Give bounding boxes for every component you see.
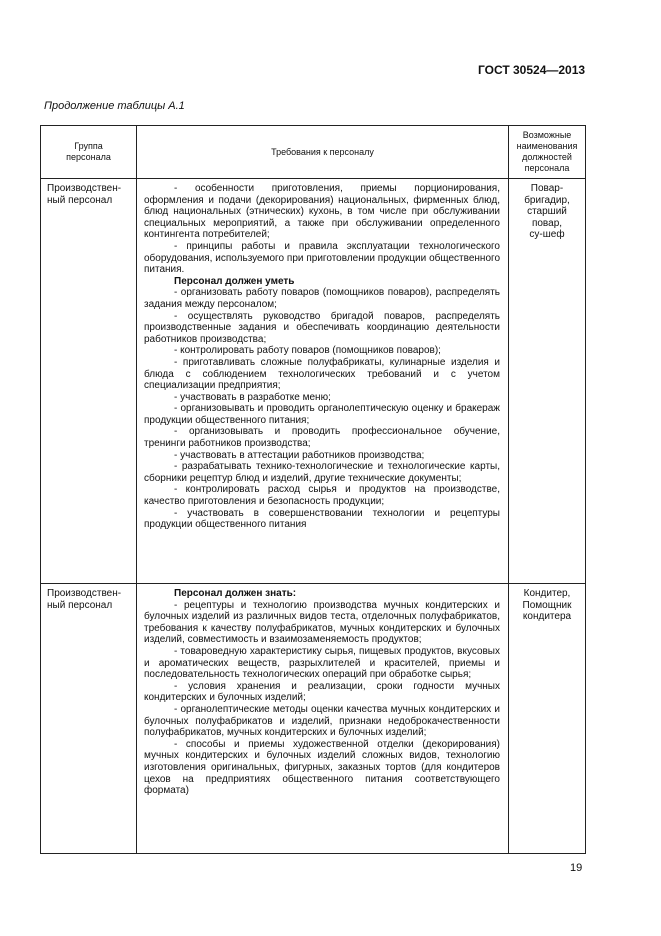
requirements-table <box>40 125 586 854</box>
requirement-item: - участвовать в разработке меню; <box>174 391 331 403</box>
section-heading: Персонал должен знать: <box>174 588 297 599</box>
table-row <box>41 179 586 584</box>
requirement-item: - условия хранения и реализации, сроки годности мучных кондитерских и булочных изделий; <box>144 680 500 704</box>
row-requirements <box>137 584 509 854</box>
requirement-item: - осуществлять руководство бригадой поваров, распределять производственные задания и обеспечивать координацию деятельности работников производства; <box>144 310 500 345</box>
requirement-item: - особенности приготовления, приемы порционирования, оформления и подачи (декорирования) национальных, фирменных блюд, блюд национальных (этнических) кухонь, в том числе при обслуживании специальных мероприятий, а также при обслуживании определенного контингента потребителей; <box>144 183 500 241</box>
table-header-row <box>41 126 586 179</box>
requirement-item: - организовывать и проводить профессиональное обучение, тренинги работников производства; <box>144 426 500 450</box>
requirement-item: - способы и приемы художественной отделки (декорирования) мучных кондитерских и булочных изделий сложных видов, технологию изготовления оригинальных, фигурных, заказных тортов (для кондитеров цехов на предприятиях общественного питания соответствующего формата) <box>144 738 500 797</box>
requirement-item: - рецептуры и технологию производства мучных кондитерских и булочных изделий из различных видов теста, отделочных полуфабрикатов, требования к качеству полуфабрикатов, мучных кондитерских и булочных изделий, совместимость и взаимозаменяемость продуктов; <box>144 599 500 646</box>
requirement-item: - приготавливать сложные полуфабрикаты, кулинарные изделия и блюда с соблюдением технологических требований и с учетом специализации предприятия; <box>144 356 500 392</box>
row-requirements <box>137 179 509 584</box>
requirement-item: - контролировать работу поваров (помощников поваров); <box>174 345 441 357</box>
table-row <box>41 584 586 854</box>
requirement-item: - участвовать в аттестации работников производства; <box>174 449 425 461</box>
requirement-item: - участвовать в совершенствовании технологии и рецептуры продукции общественного питания <box>144 507 500 531</box>
requirement-item: - органолептические методы оценки качества мучных кондитерских и булочных полуфабрикатов и изделий, признаки недоброкачественности полуфабрикатов, мучных кондитерских и булочных изделий; <box>144 703 500 739</box>
row-positions: Кондитер, Помощник кондитера <box>509 584 586 854</box>
requirement-item: - организовывать и проводить органолептическую оценку и бракераж продукции общественного питания; <box>144 403 500 426</box>
row-group: Производствен- ный персонал <box>41 584 137 854</box>
requirement-item: - разрабатывать технико-технологические и технологические карты, сборники рецептур блюд и изделий, другие технические документы; <box>144 461 500 484</box>
requirement-item: - товароведную характеристику сырья, пищевых продуктов, вкусовых и ароматических веществ, разрыхлителей и красителей, приемы и последовательность технологических операций при обработке сырья; <box>144 645 500 681</box>
row-positions: Повар- бригадир, старший повар, су-шеф <box>509 179 586 584</box>
table-continuation-caption: Продолжение таблицы А.1 <box>44 100 185 112</box>
requirement-item: - принципы работы и правила эксплуатации технологического оборудования, используемого при приготовлении продукции общественного питания. <box>144 240 500 276</box>
requirement-item: - контролировать расход сырья и продуктов на производстве, качество приготовления и безопасность продукции; <box>144 484 500 508</box>
section-heading: Персонал должен уметь <box>174 275 295 287</box>
header-requirements: Требования к персоналу <box>137 126 509 179</box>
page-number: 19 <box>570 862 583 874</box>
header-positions: Возможные наименования должностей персонала <box>509 126 586 179</box>
requirement-item: - организовать работу поваров (помощников поваров), распределять задания между персоналом; <box>144 287 500 310</box>
row-group: Производствен- ный персонал <box>41 179 137 584</box>
header-group: Группа персонала <box>41 126 137 179</box>
standard-number: ГОСТ 30524—2013 <box>478 63 586 77</box>
